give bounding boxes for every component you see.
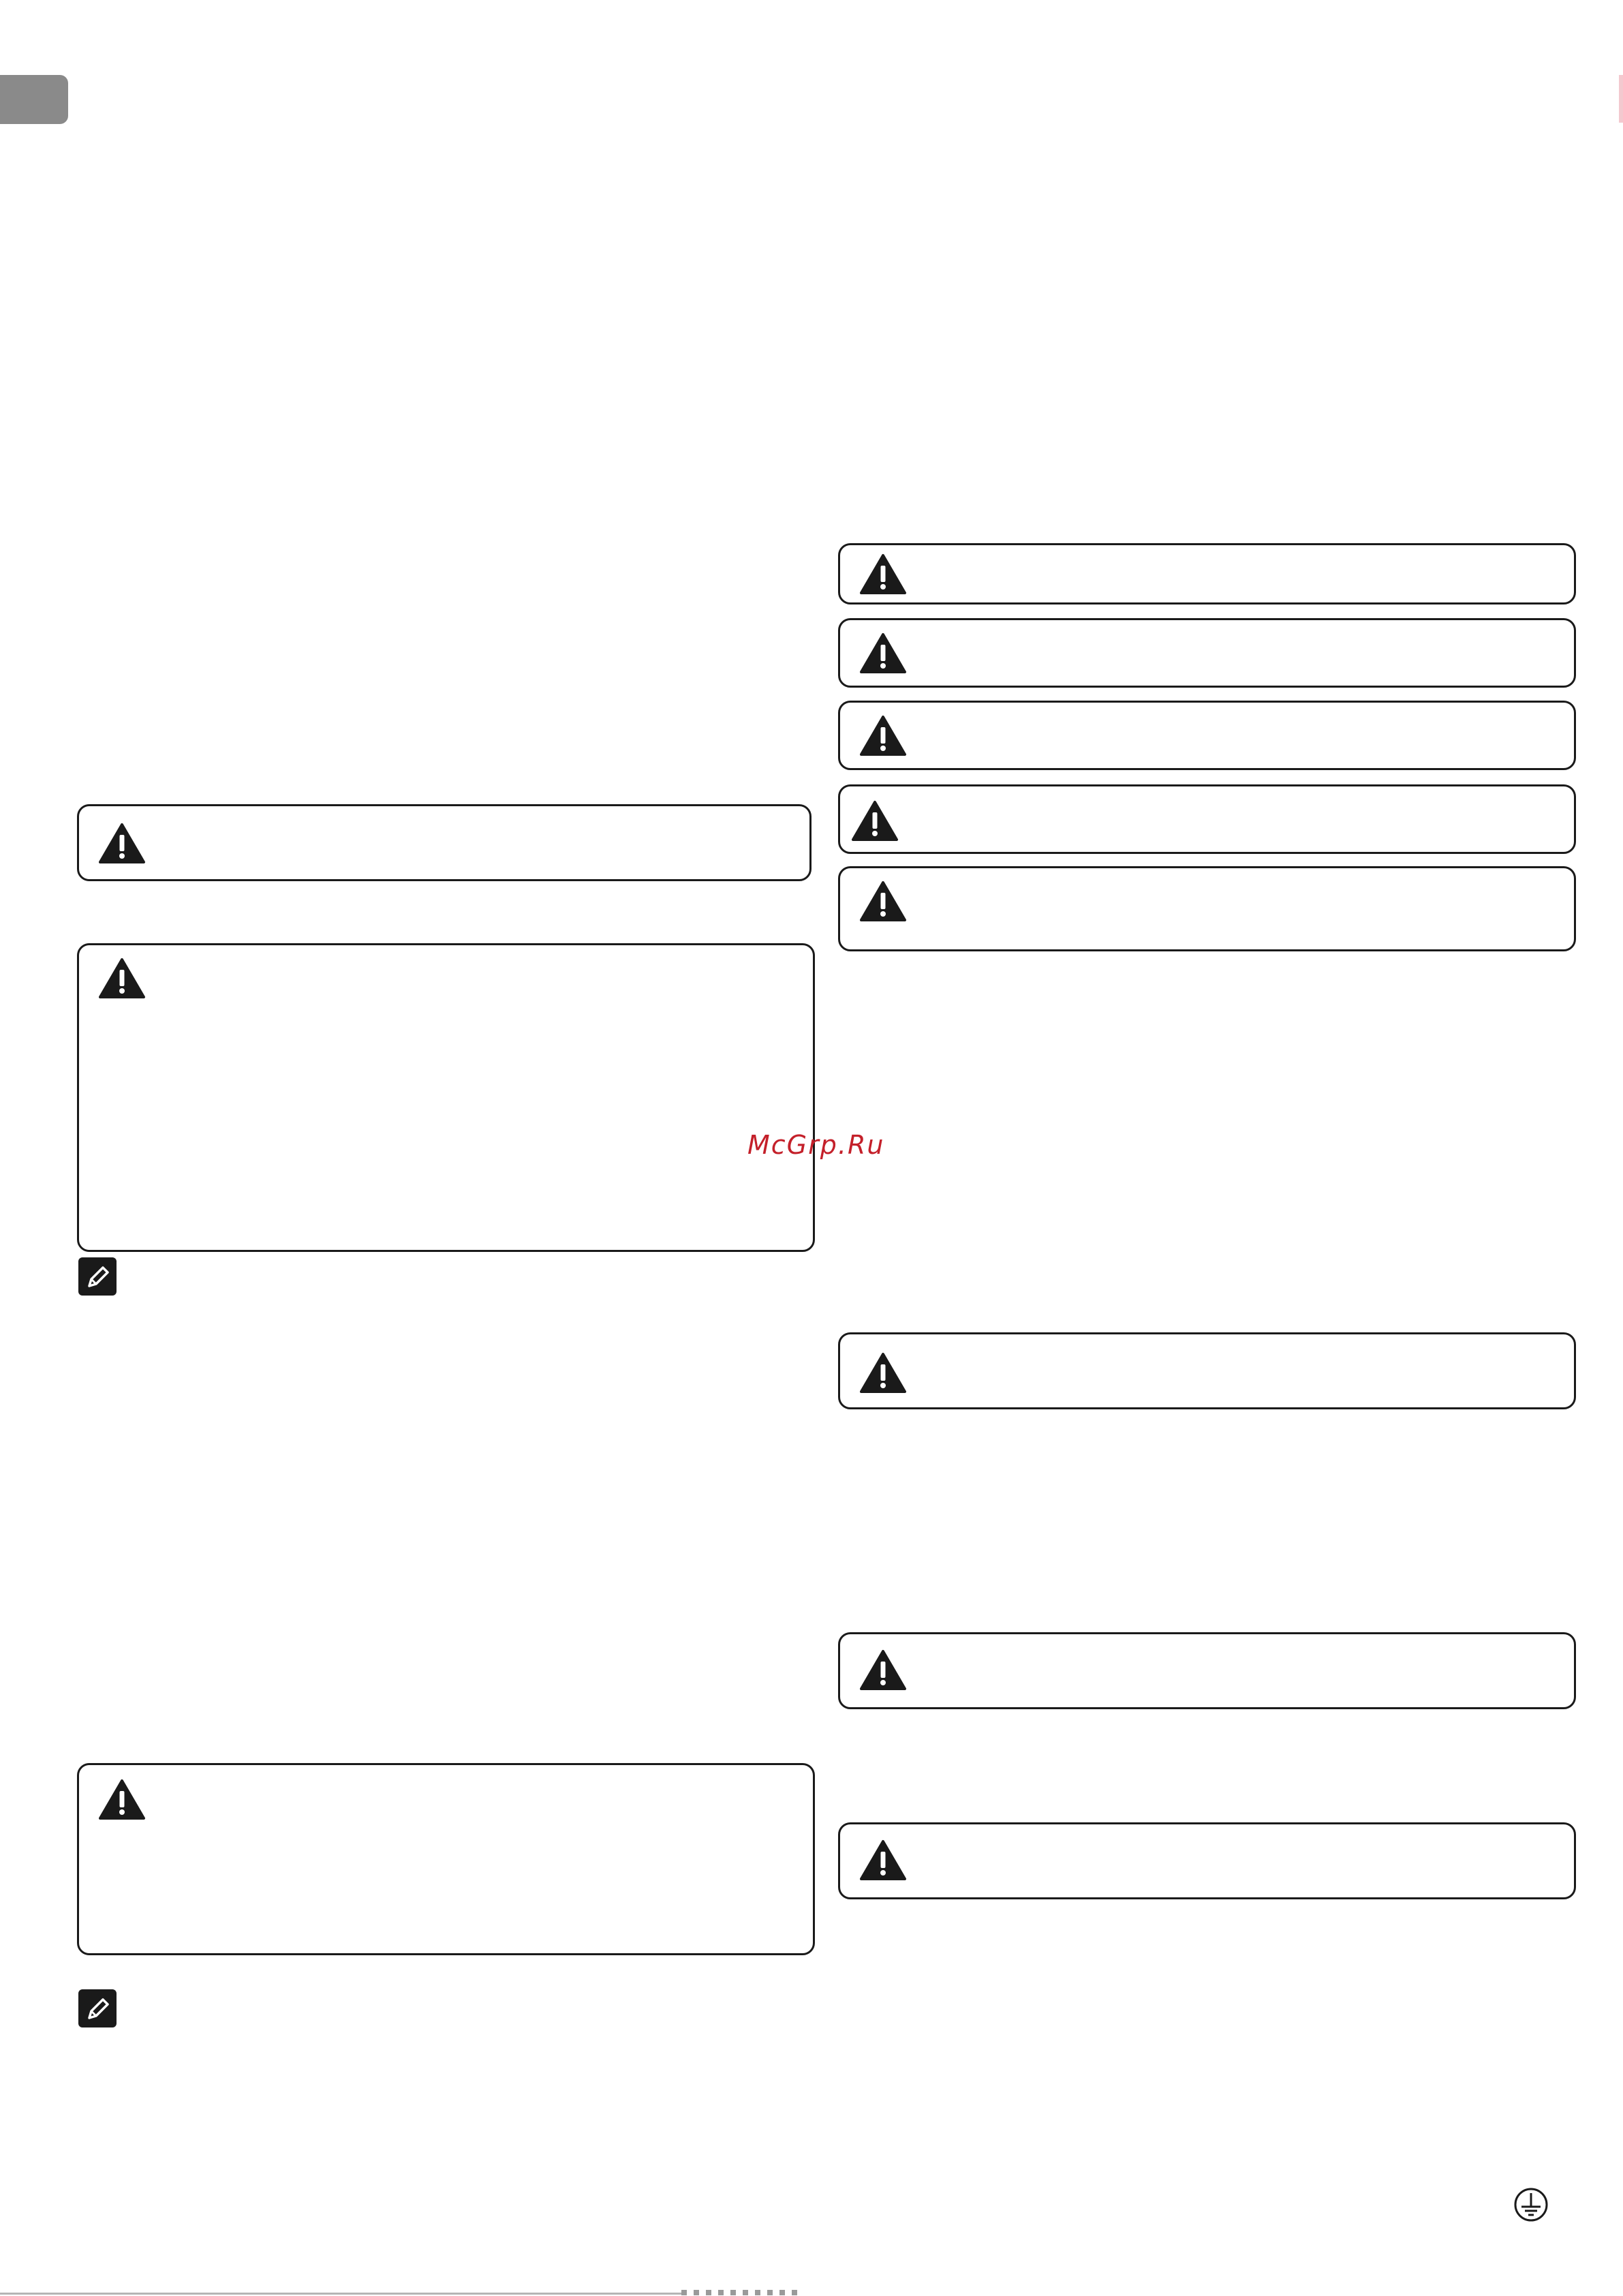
warning-triangle-icon: [859, 1352, 907, 1394]
warning-triangle-icon: [859, 632, 907, 675]
warning-triangle-icon: [98, 823, 146, 865]
pencil-note-icon: [78, 1257, 117, 1296]
warning-triangle-icon: [859, 1649, 907, 1692]
watermark-text: McGrp.Ru: [747, 1130, 885, 1160]
page-edge-mark: [1619, 75, 1623, 123]
warning-triangle-icon: [859, 553, 907, 596]
warning-box-6: [838, 701, 1576, 770]
bottom-edge-fragment: [681, 2290, 804, 2295]
warning-box-3: [77, 1763, 815, 1955]
warning-box-9: [838, 1332, 1576, 1409]
page-section-tab: [0, 75, 68, 124]
bottom-rule: [0, 2293, 681, 2295]
warning-triangle-icon: [98, 1779, 146, 1821]
warning-box-4: [838, 543, 1576, 604]
warning-triangle-icon: [859, 715, 907, 757]
warning-box-7: [838, 784, 1576, 854]
warning-triangle-icon: [851, 800, 899, 842]
warning-box-2: [77, 943, 815, 1252]
warning-triangle-icon: [859, 1839, 907, 1882]
warning-box-5: [838, 618, 1576, 688]
pencil-note-icon: [78, 1989, 117, 2027]
warning-triangle-icon: [859, 881, 907, 923]
warning-box-10: [838, 1632, 1576, 1709]
protective-ground-icon: [1513, 2186, 1549, 2223]
warning-box-8: [838, 866, 1576, 951]
warning-box-1: [77, 804, 812, 881]
warning-box-11: [838, 1822, 1576, 1899]
warning-triangle-icon: [98, 958, 146, 1000]
